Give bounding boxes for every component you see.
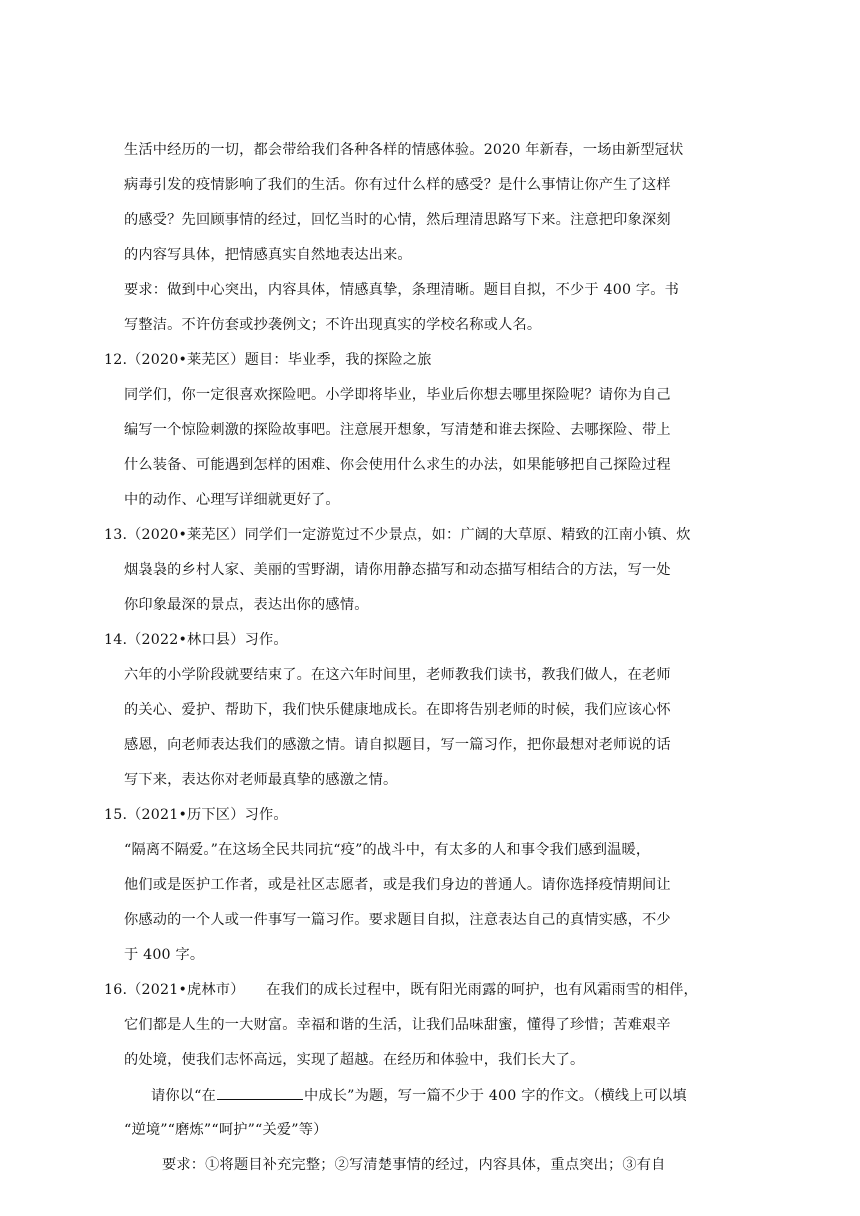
question-15-line: 你感动的一个人或一件事写一篇习作。要求题目自拟，注意表达自己的真情实感，不少 [124,912,671,928]
fill-in-blank [217,1085,303,1100]
question-14-line: 感恩，向老师表达我们的感激之情。请自拟题目，写一篇习作，把你最想对老师说的话 [124,737,671,753]
intro-line: 的感受？先回顾事情的经过，回忆当时的心情，然后理清思路写下来。注意把印象深刻 [124,212,671,228]
intro-line: 病毒引发的疫情影响了我们的生活。你有过什么样的感受？是什么事情让你产生了这样 [124,177,671,193]
question-14-line: 六年的小学阶段就要结束了。在这六年时间里，老师教我们读书，教我们做人，在老师 [124,667,671,683]
question-13-line: 你印象最深的景点，表达出你的感情。 [124,597,369,613]
question-16-line: 的处境，使我们志怀高远，实现了超越。在经历和体验中，我们长大了。 [124,1052,585,1068]
prompt-text-after: 中成长”为题，写一篇不少于 400 字的作文。（横线上可以填 [304,1088,687,1104]
question-16-heading: 16.（2021•虎林市） 在我们的成长过程中，既有阳光雨露的呵护，也有风霜雨雪的相伴， [104,982,698,998]
intro-line: 生活中经历的一切，都会带给我们各种各样的情感体验。2020 年新春，一场由新型冠状 [124,142,684,158]
question-12-line: 什么装备、可能遇到怎样的困难、你会使用什么求生的办法，如果能够把自己探险过程 [124,457,671,473]
question-16-prompt [151,1085,736,1106]
question-14-line: 写下来，表达你对老师最真挚的感激之情。 [124,772,398,788]
question-12-line: 编写一个惊险刺激的探险故事吧。注意展开想象，写清楚和谁去探险、去哪探险、带上 [124,422,671,438]
question-13-heading: 13.（2020•莱芜区）同学们一定游览过不少景点，如：广阔的大草原、精致的江南小镇、炊 [104,527,691,543]
question-12-line: 中的动作、心理写详细就更好了。 [124,492,340,508]
intro-requirement-line: 要求：做到中心突出，内容具体，情感真挚，条理清晰。题目自拟，不少于 400 字。书 [124,282,680,298]
question-16-requirements: 要求：①将题目补充完整；②写清楚事情的经过，内容具体，重点突出；③有自 [162,1157,666,1173]
question-16-options: “逆境”“磨炼”“呵护”“关爱”等） [124,1122,328,1138]
question-15-line: “隔离不隔爱。”在这场全民共同抗“疫”的战斗中，有太多的人和事令我们感到温暖， [124,842,651,858]
intro-line: 的内容写具体，把情感真实自然地表达出来。 [124,247,412,263]
prompt-text-before: 请你以“在 [151,1088,217,1104]
question-16-line: 它们都是人生的一大财富。幸福和谐的生活，让我们品味甜蜜，懂得了珍惜；苦难艰辛 [124,1017,671,1033]
question-12-line: 同学们，你一定很喜欢探险吧。小学即将毕业，毕业后你想去哪里探险呢？请你为自己 [124,387,671,403]
question-15-heading: 15.（2021•历下区）习作。 [104,807,288,823]
question-15-line: 于 400 字。 [124,947,205,963]
question-12-heading: 12.（2020•莱芜区）题目：毕业季，我的探险之旅 [104,352,432,368]
intro-requirement-line: 写整洁。不许仿套或抄袭例文；不许出现真实的学校名称或人名。 [124,317,542,333]
question-14-line: 的关心、爱护、帮助下，我们快乐健康地成长。在即将告别老师的时候，我们应该心怀 [124,702,671,718]
question-14-heading: 14.（2022•林口县）习作。 [104,632,288,648]
question-15-line: 他们或是医护工作者，或是社区志愿者，或是我们身边的普通人。请你选择疫情期间让 [124,877,671,893]
question-13-line: 烟袅袅的乡村人家、美丽的雪野湖，请你用静态描写和动态描写相结合的方法，写一处 [124,562,671,578]
